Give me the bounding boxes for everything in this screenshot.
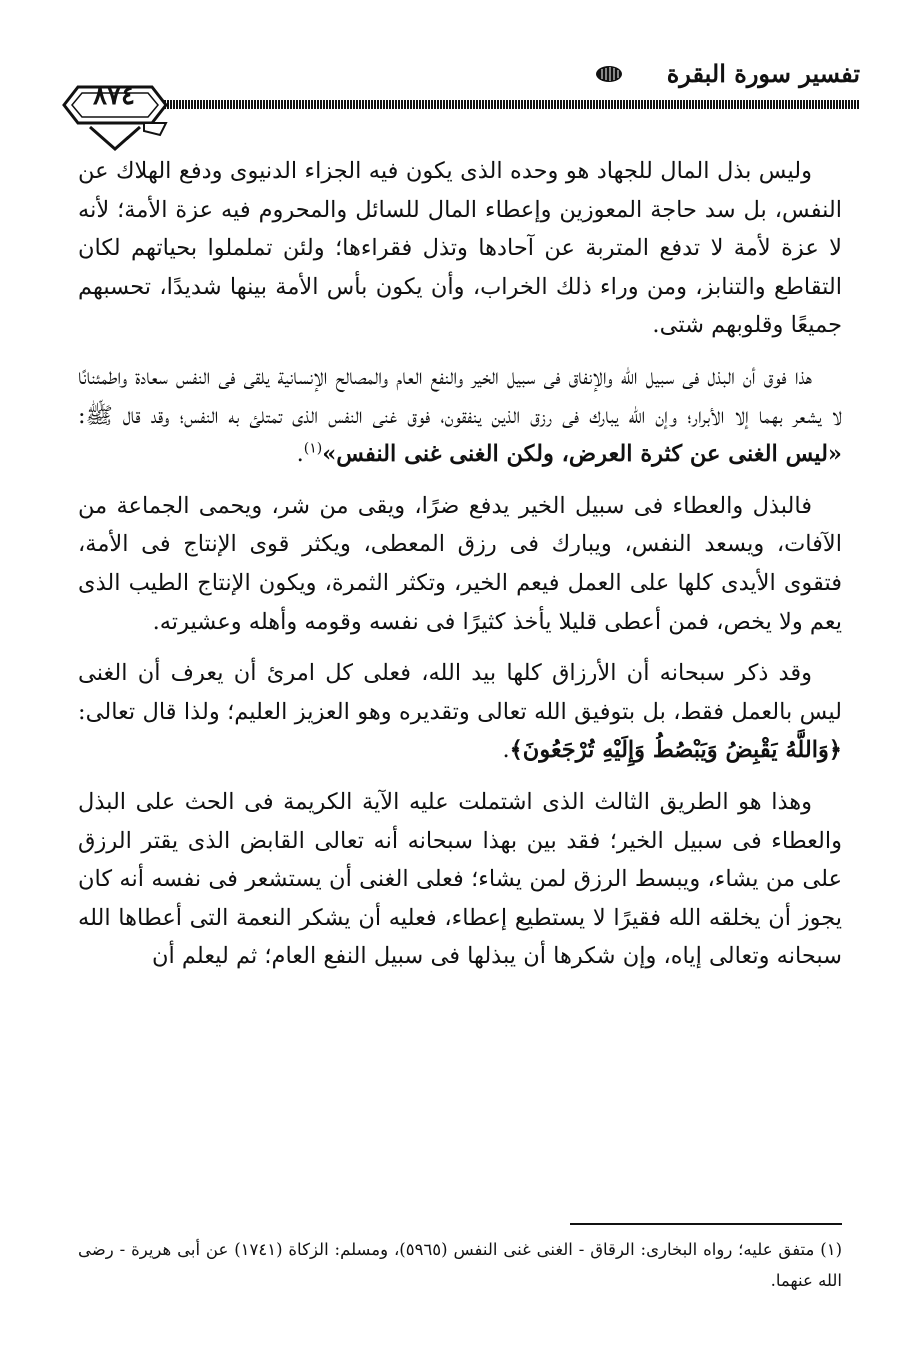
paragraph-text: وقد ذكر سبحانه أن الأرزاق كلها بيد الله، فعلى كل امرئ أن يعرف أن الغنى ليس بالعمل فقط، بل بتوفيق الله تعالى وتقديره وهو العزيز العليم؛ ولذا قال تعالى: xyxy=(78,660,842,725)
paragraph: فالبذل والعطاء فى سبيل الخير يدفع ضرًا، ويقى من شر، ويحمى الجماعة من الآفات، ويسعد النفس، ويبارك فى رزق المعطى، ويكثر قوى الإنتاج فى الأمة، فتقوى الأيدى كلها على العمل فيعم الخير، وتكثر الثمرة، ويكون الإنتاج الطيب الذى يعم ولا يخص، فمن أعطى قليلا يأخذ كثيرًا فى نفسه وقومه وأهله وعشيرته. xyxy=(78,492,842,635)
running-title: تفسير سورة البقرة xyxy=(666,59,860,88)
main-text xyxy=(78,152,842,976)
footnote: (١) متفق عليه؛ رواه البخارى: الرقاق - الغنى غنى النفس (٥٩٦٥)، ومسلم: الزكاة (١٧٤١) عن أبى هريرة - رضى الله عنهما. xyxy=(78,1240,842,1290)
page-header xyxy=(60,55,860,155)
page-number: ٨٧٤ xyxy=(93,81,135,111)
header-rule xyxy=(155,100,860,109)
quran-verse: ﴿وَاللَّهُ يَقْبِضُ وَيَبْصُطُ وَإِلَيْهِ تُرْجَعُونَ﴾ xyxy=(509,737,842,764)
paragraph-text: هذا فوق أن البذل فى سبيل الله والإنفاق فى سبيل الخير والنفع العام والمصالح الإنسانية يلقى فى النفس سعادة واطمئنانًا لا يشعر بهما إلا الأبرار؛ وإن الله يبارك فى رزق الذين ينفقون، فوق غنى النفس الذى تمتلئ به النفس؛ وقد قال ﷺ: xyxy=(78,363,842,429)
paragraph xyxy=(78,358,842,474)
sentence-end: . xyxy=(502,737,510,764)
paragraph: وليس بذل المال للجهاد هو وحده الذى يكون فيه الجزاء الدنيوى ودفع الهلاك عن النفس، بل سد حاجة المعوزين وإعطاء المال للسائل والمحروم فيه عزة الأمة؛ لأنه لا عزة لأمة لا تدفع المتربة عن آحادها وتذل فقراءها؛ ولئن تململوا بحياتهم لكان التقاطع والتنابز، ومن وراء ذلك الخراب، وأن يكون بأس الأمة بينها شديدًا، تحسبهم جميعًا وقلوبهم شتى. xyxy=(78,158,842,339)
footnote-separator xyxy=(570,1223,842,1225)
paragraph: وهذا هو الطريق الثالث الذى اشتملت عليه الآية الكريمة فى الحث على البذل والعطاء فى سبيل الخير؛ فقد بين بهذا سبحانه أنه تعالى القابض الذى يقتر الرزق على من يشاء، ويبسط الرزق لمن يشاء؛ فعلى الغنى أن يستشعر فى نفسه أنه كان يجوز أن يخلقه الله فقيرًا لا يستطيع إعطاء، فعليه أن يشكر النعمة التى أعطاها الله سبحانه وتعالى إياه، وإن شكرها أن يبذلها فى سبيل النفع العام؛ ثم ليعلم أن xyxy=(78,788,842,970)
hadith-quote: «ليس الغنى عن كثرة العرض، ولكن الغنى غنى النفس» xyxy=(322,441,842,468)
paragraph xyxy=(78,654,842,770)
footnote-ref: (١) xyxy=(303,440,323,457)
ornament-icon xyxy=(594,65,624,83)
sentence-end: . xyxy=(296,441,304,468)
footnotes xyxy=(78,1234,842,1296)
